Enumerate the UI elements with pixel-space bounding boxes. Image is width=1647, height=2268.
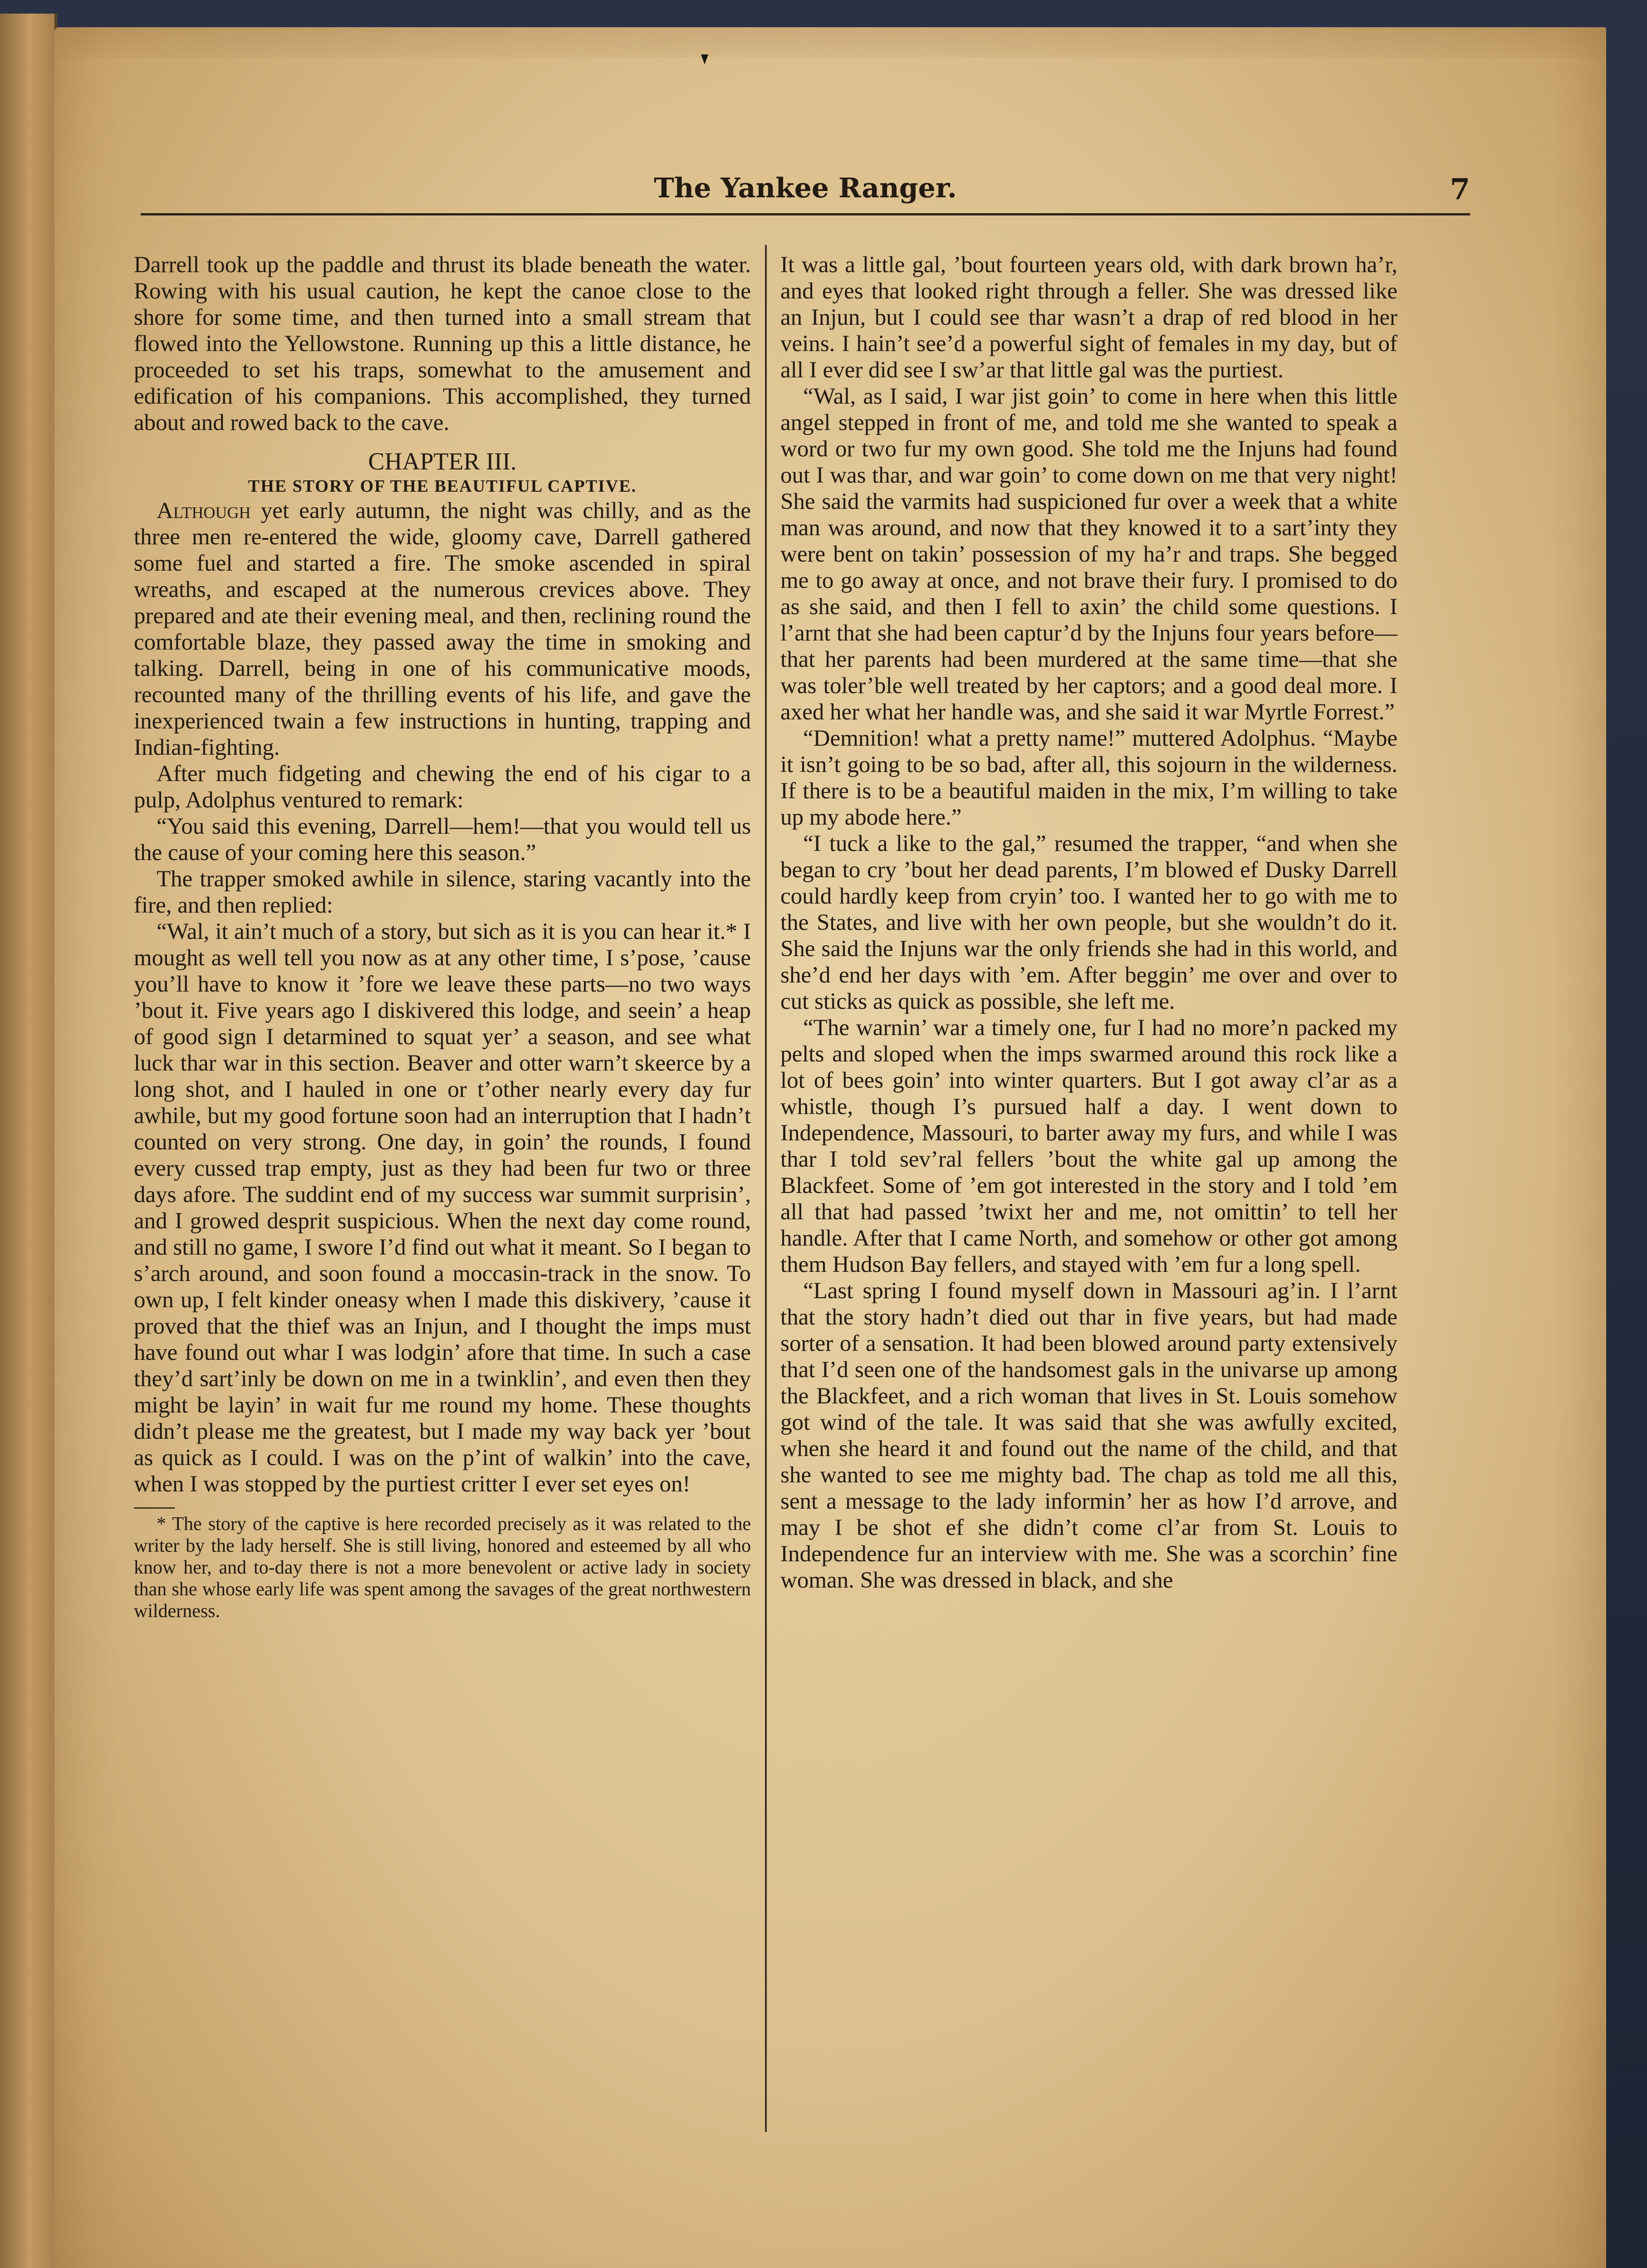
chapter-first-paragraph-text: yet early autumn, the night was chilly, and as the three men re-entered the wide, gloomy cave, Darrell gathered some fuel and started a fire. The smoke ascended in spiral wreaths, and escaped at the numerous crevices above. They prepared and ate their evening meal, and then, reclining round the comfortable blaze, they passed away the time in smoking and talking. Darrell, being in one of his communicative moods, recounted many of the thrilling events of his life, and gave the inexperienced twain a few instructions in hunting, trapping and Indian-fighting. — [134, 498, 751, 760]
chapter-first-word: Although — [157, 498, 251, 523]
chapter-first-paragraph — [134, 498, 751, 761]
running-header — [141, 172, 1470, 215]
footnote: * The story of the captive is here recorded precisely as it was related to the writer by the lady herself. She is still living, honored and esteemed by all who know her, and to-day there is not a more benevolent or active lady in society than she whose early life was spent among the savages of the great northwestern wilderness. — [134, 1514, 751, 1622]
paragraph: It was a little gal, ’bout fourteen years old, with dark brown ha’r, and eyes that looked right through a feller. She was dressed like an Injun, but I could see thar wasn’t a drap of red blood in her veins. I hain’t see’d a powerful sight of females in my day, but of all I ever did see I sw’ar that little gal was the purtiest. — [780, 252, 1397, 383]
paragraph: “Last spring I found myself down in Massouri ag’in. I l’arnt that the story hadn’t died out thar in five years, but had made sorter of a sensation. It had been blowed around party extensively that I’d seen one of the handsomest gals in the univarse up among the Blackfeet, and a rich woman that lives in St. Louis somehow got wind of the tale. It was said that she was awfully excited, when she heard it and found out the name of the child, and that she wanted to see me mighty bad. The chap as told me all this, sent a message to the lady informin’ her as how I’d arrove, and may I be shot ef she didn’t come cl’ar from St. Louis to Independence fur an interview with me. She was a scorchin’ fine woman. She was dressed in black, and she — [780, 1278, 1397, 1593]
paragraph: “I tuck a like to the gal,” resumed the trapper, “and when she began to cry ’bout her dead parents, I’m blowed ef Dusky Darrell could hardly keep from cryin’ too. I wanted her to go with me to the States, and live with her own people, but she wouldn’t do it. She said the Injuns war the only friends she had in this world, and she’d end her days with ’em. After beggin’ me over and over to cut sticks as quick as possible, she left me. — [780, 831, 1397, 1014]
book-spine-edge — [0, 14, 57, 2268]
column-divider — [765, 245, 767, 2132]
chapter-subtitle: THE STORY OF THE BEAUTIFUL CAPTIVE. — [248, 477, 637, 496]
binding-mark — [701, 54, 708, 64]
paragraph: After much fidgeting and chewing the end of his cigar to a pulp, Adolphus ventured to remark: — [134, 761, 751, 813]
right-column — [780, 252, 1397, 2268]
page-number: 7 — [1450, 172, 1470, 206]
paragraph: “Wal, as I said, I war jist goin’ to come in here when this little angel stepped in front of me, and told me she wanted to speak a word or two fur my own good. She told me the Injuns had found out I was thar, and war goin’ to come down on me that very night! She said the varmits had suspicioned fur over a week that a white man was around, and now that they knowed it to a sart’inty they were bent on takin’ possession of my ha’r and traps. She begged me to go away at once, and not brave their fury. I promised to do as she said, and then I fell to axin’ the child some questions. I l’arnt that she had been captur’d by the Injuns four years before—that her parents had been murdered at the same time—that she was toler’ble well treated by her captors; and a good deal more. I axed her what her handle was, and she said it war Myrtle Forrest.” — [780, 384, 1397, 725]
paragraph: “Wal, it ain’t much of a story, but sich as it is you can hear it.* I mought as well tell you now as at any other time, I s’pose, ’cause you’ll have to know it ’fore we leave these parts—no two ways ’bout it. Five years ago I diskivered this lodge, and seein’ a heap of good sign I detarmined to squat yer’ a season, and see what luck thar war in this section. Beaver and otter warn’t skeerce by a long shot, and I hauled in one or t’other nearly every day fur awhile, but my good fortune soon had an interruption that I hadn’t counted on very strong. One day, in goin’ the rounds, I found every cussed trap empty, just as they had been fur two or three days afore. The suddint end of my success war summit surprisin’, and I growed desprit suspicious. When the next day come round, and still no game, I swore I’d find out what it meant. So I began to s’arch around, and soon found a moccasin-track in the snow. To own up, I felt kinder oneasy when I made this diskivery, ’cause it proved that the thief was an Injun, and I thought the imps must have found out whar I was lodgin’ afore that time. In such a case they’d sart’inly be down on me in a twinklin’, and even then they might be layin’ in wait fur me round my home. These thoughts didn’t please me the greatest, but I made my way back yer ’bout as quick as I could. I was on the p’int of walkin’ into the cave, when I was stopped by the purtiest critter I ever set eyes on! — [134, 919, 751, 1497]
opening-paragraph: Darrell took up the paddle and thrust its blade beneath the water. Rowing with his usual caution, he kept the canoe close to the shore for some time, and then turned into a small stream that flowed into the Yellowstone. Running up this a little distance, he proceeded to set his traps, somewhat to the amusement and edification of his companions. This accomplished, they turned about and rowed back to the cave. — [134, 252, 751, 435]
running-title: The Yankee Ranger. — [654, 172, 957, 204]
paragraph: “You said this evening, Darrell—hem!—that you would tell us the cause of your coming here this season.” — [134, 814, 751, 865]
left-column — [134, 252, 751, 2121]
footnote-rule — [134, 1507, 175, 1509]
paragraph: “Demnition! what a pretty name!” muttered Adolphus. “Maybe it isn’t going to be so bad, after all, this sojourn in the wilderness. If there is to be a beautiful maiden in the mix, I’m willing to take up my abode here.” — [780, 726, 1397, 830]
paragraph: “The warnin’ war a timely one, fur I had no more’n packed my pelts and sloped when the imps swarmed around this rock like a lot of bees goin’ into winter quarters. But I got away cl’ar as a whistle, though I’s pursued half a day. I went down to Independence, Massouri, to barter away my furs, and while I was thar I told sev’ral fellers ’bout the white gal up among the Blackfeet. Some of ’em got interested in the story and I told ’em all that had passed ’twixt her and me, not omittin’ to tell her handle. After that I came North, and somehow or other got among them Hudson Bay fellers, and stayed with ’em fur a long spell. — [780, 1015, 1397, 1277]
chapter-heading: CHAPTER III. — [368, 448, 517, 475]
paragraph: The trapper smoked awhile in silence, staring vacantly into the fire, and then replied: — [134, 866, 751, 918]
